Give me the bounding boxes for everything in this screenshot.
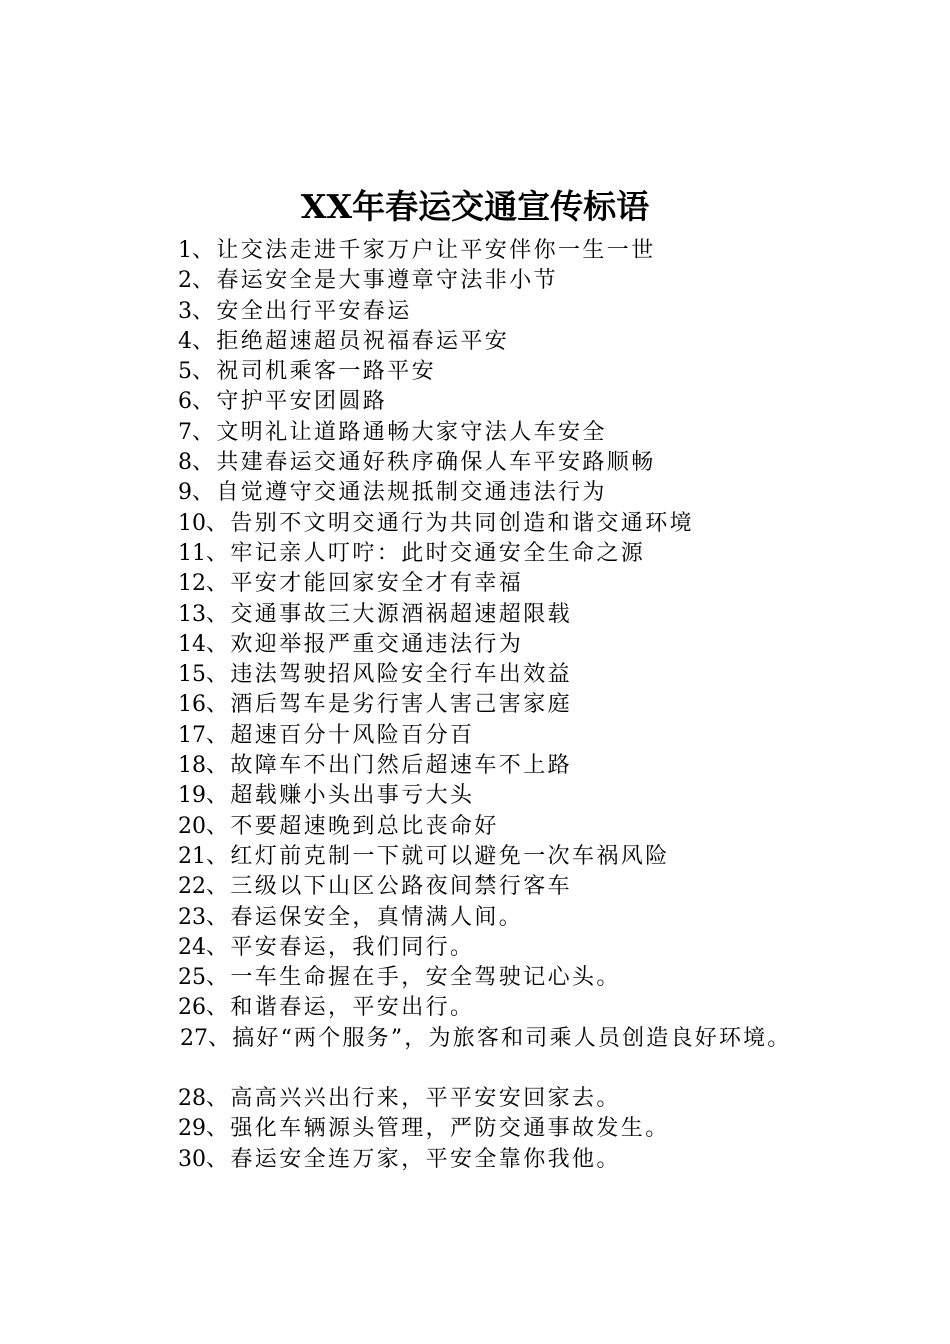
list-item [178,842,938,872]
list-item-separator: 、 [192,238,217,263]
list-item-number: 25 [178,965,206,991]
list-item-number: 2 [178,268,192,294]
list-item [178,781,938,811]
list-item-separator: 、 [192,480,217,506]
list-item-text: 守护平安团圆路 [216,389,388,415]
list-item-number: 19 [178,783,206,809]
list-item-separator: 、 [206,571,231,597]
list-item-number: 15 [178,662,206,688]
list-item-separator: 、 [206,510,231,536]
list-item-text: 强化车辆源头管理，严防交通事故发生。 [230,1116,670,1142]
list-item-separator: 、 [192,419,217,445]
list-item-text: 一车生命握在手，安全驾驶记心头。 [230,965,621,991]
list-item-separator: 、 [206,601,231,627]
list-item-separator: 、 [206,813,231,839]
list-item-text: 违法驾驶招风险安全行车出效益 [230,662,573,688]
list-item-text: 故障车不出门然后超速车不上路 [230,753,573,779]
list-item-text: 春运保安全，真情满人间。 [230,904,524,930]
list-item-text: 超速百分十风险百分百 [230,722,475,748]
list-item-separator: 、 [206,692,231,718]
list-item-text: 共建春运交通好秩序确保人车平安路顺畅 [216,450,656,476]
list-item-number: 20 [178,813,206,839]
list-item [178,357,938,387]
list-item-number: 9 [178,480,192,506]
list-item-number: 26 [178,995,206,1021]
list-item-number: 22 [178,874,206,900]
list-item-text: 平安春运，我们同行。 [230,934,475,960]
list-item [178,903,938,933]
list-item-separator: 、 [192,359,217,385]
list-item-separator: 、 [206,995,231,1021]
list-item-number: 27 [180,1025,208,1051]
list-item-number: 29 [178,1116,206,1142]
list-item [178,327,938,357]
list-item-text: 超载赚小头出事亏大头 [230,783,475,809]
list-item-number: 10 [178,510,206,536]
document-title: XX年春运交通宣传标语 [300,187,650,226]
list-item [178,963,938,993]
list-item-number: 23 [178,904,206,930]
list-item [178,812,938,842]
list-item-number: 28 [178,1086,206,1112]
list-item-separator: 、 [206,1116,231,1142]
list-item-number: 4 [178,328,192,354]
list-item-text: 春运安全是大事遵章守法非小节 [216,268,559,294]
list-item-text: 红灯前克制一下就可以避免一次车祸风险 [230,843,670,869]
list-item-text: 告别不文明交通行为共同创造和谐交通环境 [230,510,695,536]
list-item [178,236,938,266]
list-item [178,721,938,751]
list-item-text: 文明礼让道路通畅大家守法人车安全 [216,419,607,445]
list-item-text: 三级以下山区公路夜间禁行客车 [230,874,573,900]
list-item [178,418,938,448]
list-item-text: 自觉遵守交通法规抵制交通违法行为 [216,480,607,506]
list-item [178,448,938,478]
list-item [178,1145,938,1175]
list-item-separator: 、 [192,389,217,415]
list-item-text: 酒后驾车是劣行害人害己害家庭 [230,692,573,718]
list-item-separator: 、 [206,631,231,657]
list-item-separator: 、 [206,1086,231,1112]
list-item-separator: 、 [206,540,231,566]
list-item [178,1084,938,1114]
list-item-number: 14 [178,631,206,657]
list-item-separator: 、 [206,843,231,869]
list-item-number: 12 [178,571,206,597]
list-item-number: 18 [178,753,206,779]
list-item [178,751,938,781]
list-item-number: 24 [178,934,206,960]
list-item-text: 牢记亲人叮咛：此时交通安全生命之源 [230,540,646,566]
list-item-number: 7 [178,419,192,445]
list-item [178,933,938,963]
list-item [178,539,938,569]
list-item-number: 5 [178,359,192,385]
list-item-separator: 、 [206,934,231,960]
list-item-number: 17 [178,722,206,748]
list-item-separator: 、 [192,328,217,354]
list-item-text: 交通事故三大源酒祸超速超限载 [230,601,573,627]
list-item-number: 13 [178,601,206,627]
list-item-separator: 、 [206,1146,231,1172]
list-item-separator: 、 [192,268,217,294]
list-item-text: 平安才能回家安全才有幸福 [230,571,524,597]
list-item [178,569,938,599]
list-item-text: 春运安全连万家，平安全靠你我他。 [230,1146,621,1172]
list-item-text: 高高兴兴出行来，平平安安回家去。 [230,1086,621,1112]
list-item-text: 和谐春运，平安出行。 [230,995,475,1021]
list-item-separator: 、 [206,722,231,748]
list-item-separator: 、 [206,662,231,688]
list-item [178,690,938,720]
list-item [178,630,938,660]
list-item [178,387,938,417]
list-item [178,509,938,539]
list-item-number: 6 [178,389,192,415]
list-item [178,993,938,1023]
list-item-number: 30 [178,1146,206,1172]
list-item-number: 3 [178,298,192,324]
list-item-number: 8 [178,450,192,476]
list-item-number: 16 [178,692,206,718]
list-item-text: 拒绝超速超员祝福春运平安 [216,328,510,354]
list-item-text: 祝司机乘客一路平安 [216,359,437,385]
list-item-number: 21 [178,843,206,869]
list-item [178,600,938,630]
list-item [178,297,938,327]
list-item-separator: 、 [206,874,231,900]
list-item-separator: 、 [206,904,231,930]
list-item [178,1114,938,1144]
list-item [178,478,938,508]
list-item-text: 搞好“两个服务”，为旅客和司乘人员创造良好环境。 [232,1025,792,1051]
slogan-list [178,236,938,1175]
list-item-number: 1 [178,238,192,263]
list-item-text: 让交法走进千家万户让平安伴你一生一世 [216,238,656,263]
list-item [178,660,938,690]
list-item-text: 欢迎举报严重交通违法行为 [230,631,524,657]
list-item-separator: 、 [206,783,231,809]
list-item [178,872,938,902]
list-item [178,266,938,296]
list-item-separator: 、 [192,298,217,324]
list-item-text: 安全出行平安春运 [216,298,412,324]
list-item-text: 不要超速晚到总比丧命好 [230,813,499,839]
list-item-separator: 、 [192,450,217,476]
list-item [180,1024,938,1054]
list-item-separator: 、 [206,753,231,779]
list-item-number: 11 [178,540,206,566]
list-item-separator: 、 [206,965,231,991]
list-item-separator: 、 [208,1025,233,1051]
